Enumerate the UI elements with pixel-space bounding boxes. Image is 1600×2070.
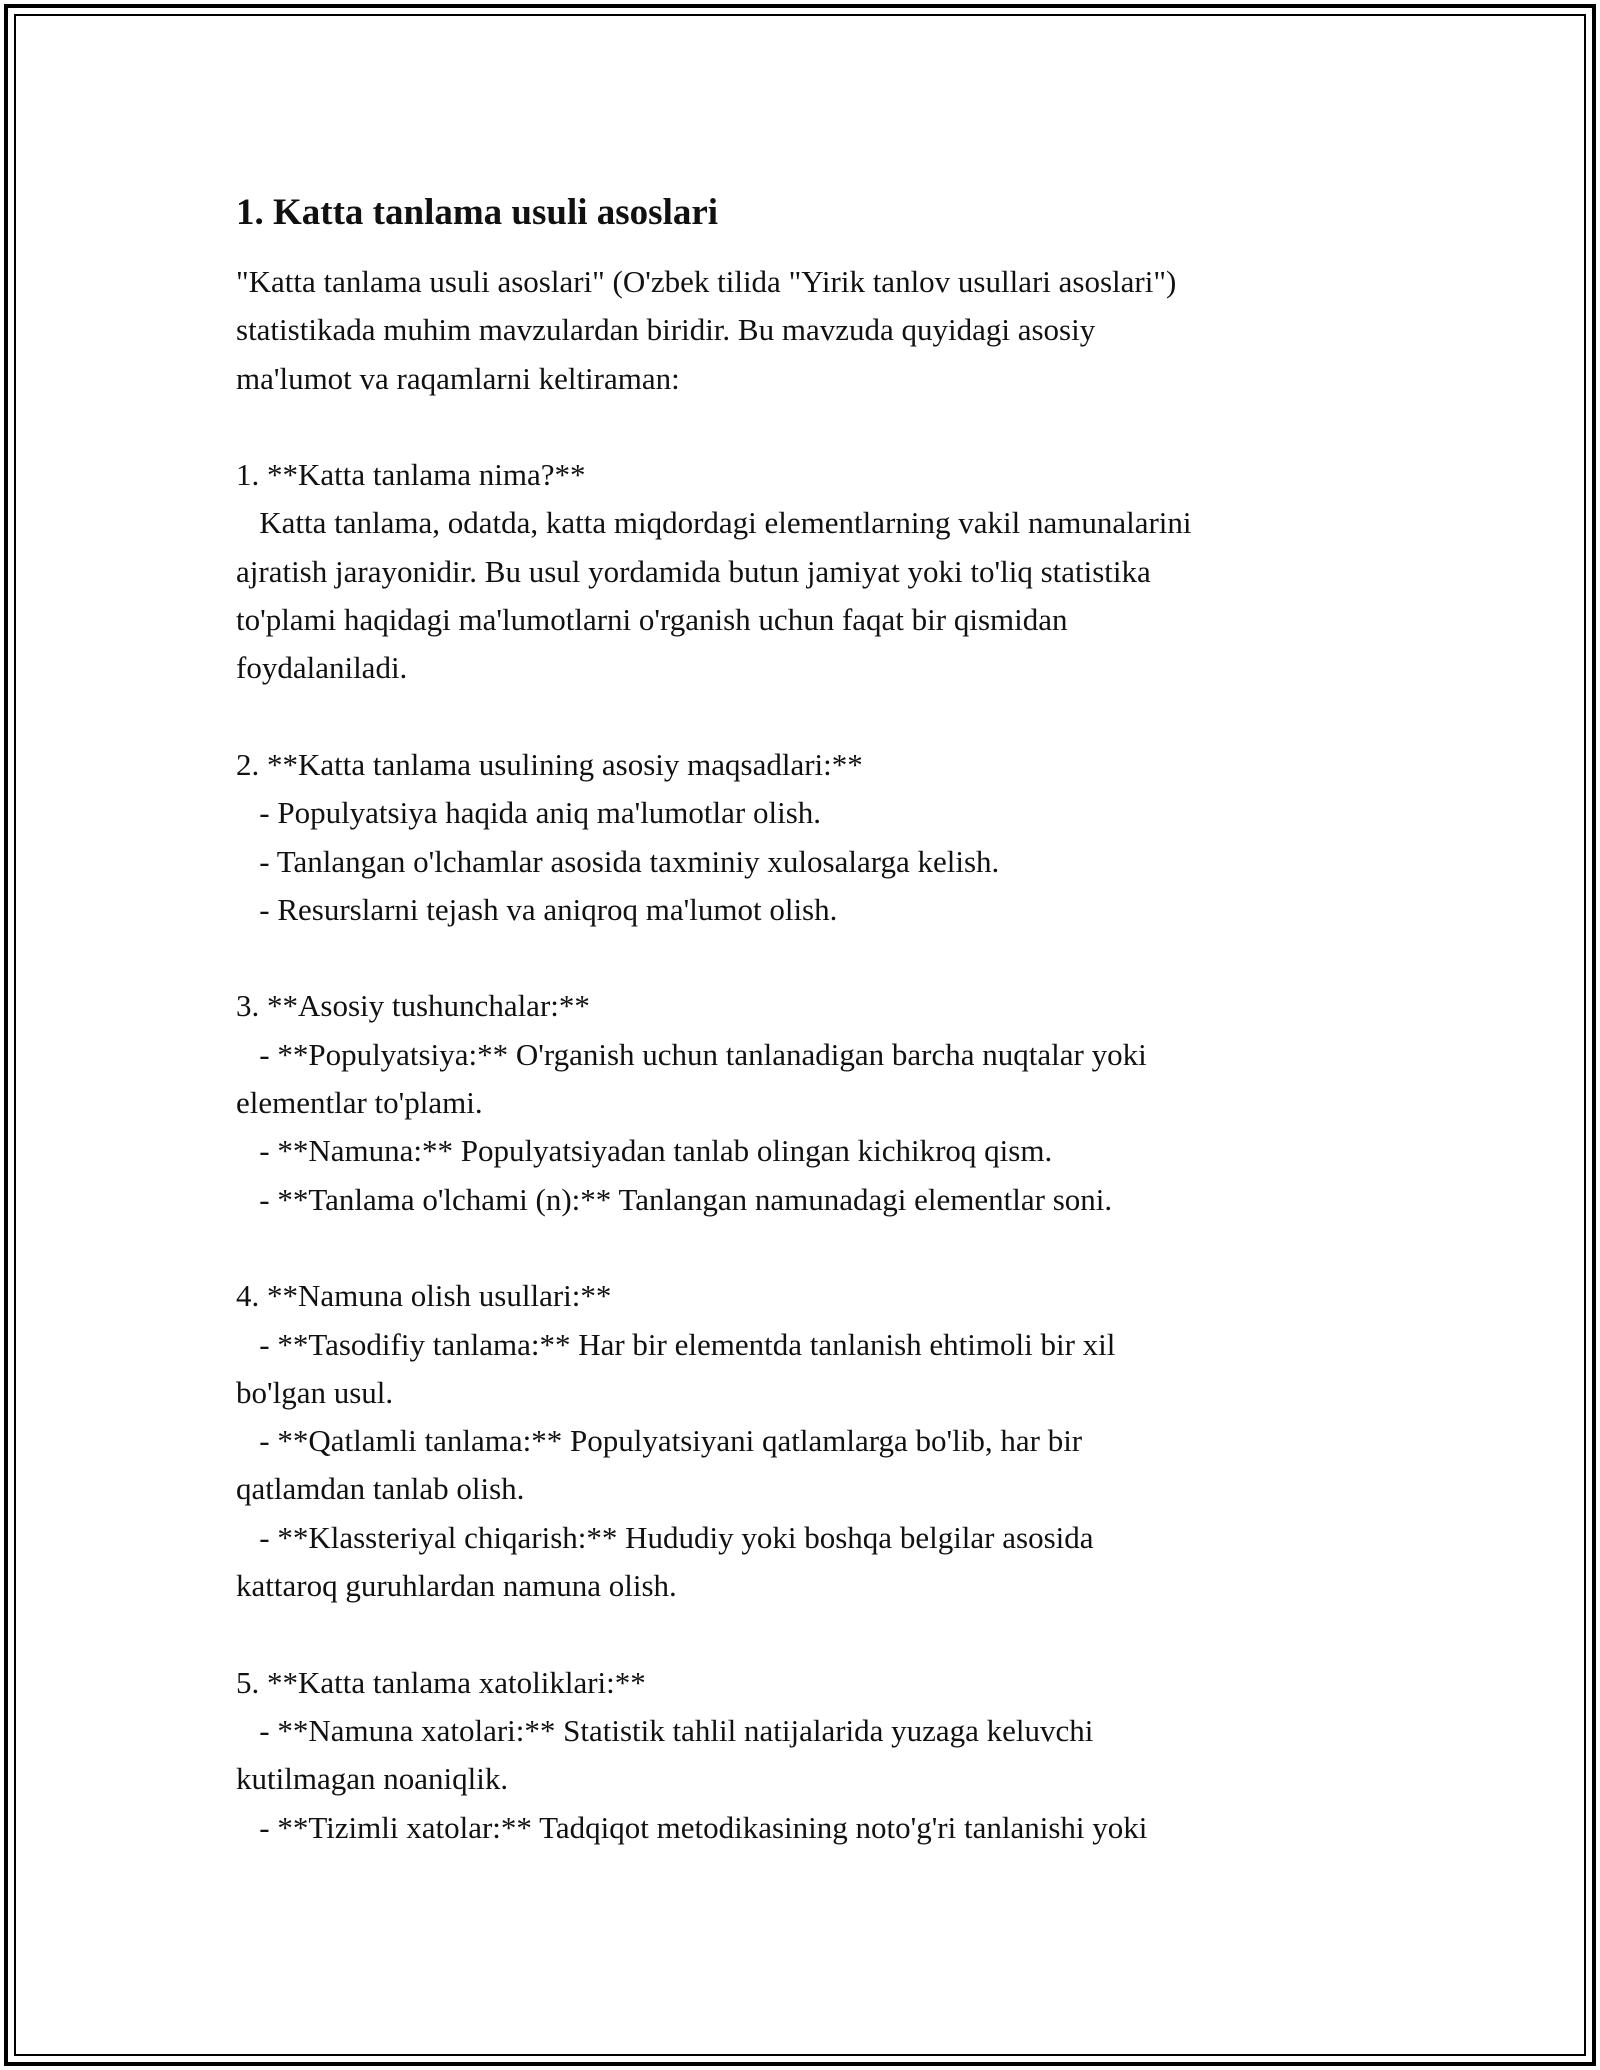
intro-line: statistikada muhim mavzulardan biridir. Bu mavzuda quyidagi asosiy	[236, 312, 1096, 348]
section-heading: 5. **Katta tanlama xatoliklari:**	[236, 1664, 646, 1700]
paragraph-gap	[236, 934, 1416, 982]
section-4	[236, 1272, 1416, 1610]
paragraph-gap	[236, 1610, 1416, 1658]
section-3	[236, 982, 1416, 1223]
paragraph-gap	[236, 693, 1416, 741]
section-line: kattaroq guruhlardan namuna olish.	[236, 1568, 677, 1604]
section-line: - **Namuna:** Populyatsiyadan tanlab olingan kichikroq qism.	[236, 1133, 1053, 1169]
section-line: - **Namuna xatolari:** Statistik tahlil natijalarida yuzaga keluvchi	[236, 1712, 1094, 1748]
section-line: - Resurslarni tejash va aniqroq ma'lumot olish.	[236, 891, 838, 927]
section-line: - Populyatsiya haqida aniq ma'lumotlar olish.	[236, 795, 822, 831]
paragraph-gap	[236, 403, 1416, 451]
section-line: elementlar to'plami.	[236, 1085, 483, 1121]
section-line: foydalaniladi.	[236, 650, 408, 686]
section-5	[236, 1659, 1416, 1852]
section-heading: 2. **Katta tanlama usulining asosiy maqsadlari:**	[236, 746, 863, 782]
document-page	[236, 188, 1416, 1852]
section-line: Katta tanlama, odatda, katta miqdordagi elementlarning vakil namunalarini	[236, 505, 1192, 541]
section-heading: 4. **Namuna olish usullari:**	[236, 1278, 612, 1314]
section-2	[236, 741, 1416, 934]
intro-paragraph	[236, 258, 1416, 403]
section-line: qatlamdan tanlab olish.	[236, 1471, 525, 1507]
section-line: - **Klassteriyal chiqarish:** Hududiy yoki boshqa belgilar asosida	[236, 1519, 1094, 1555]
section-line: kutilmagan noaniqlik.	[236, 1761, 509, 1797]
section-line: bo'lgan usul.	[236, 1374, 394, 1410]
intro-line: ma'lumot va raqamlarni keltiraman:	[236, 360, 680, 396]
section-line: - **Qatlamli tanlama:** Populyatsiyani qatlamlarga bo'lib, har bir	[236, 1423, 1083, 1459]
document-title: 1. Katta tanlama usuli asoslari	[236, 192, 719, 233]
section-line: - **Tizimli xatolar:** Tadqiqot metodikasining noto'g'ri tanlanishi yoki	[236, 1809, 1148, 1845]
section-line: - **Tasodifiy tanlama:** Har bir elementda tanlanish ehtimoli bir xil	[236, 1326, 1116, 1362]
section-heading: 3. **Asosiy tushunchalar:**	[236, 988, 590, 1024]
section-1	[236, 451, 1416, 692]
section-line: - **Populyatsiya:** O'rganish uchun tanlanadigan barcha nuqtalar yoki	[236, 1036, 1147, 1072]
section-line: - **Tanlama o'lchami (n):** Tanlangan namunadagi elementlar soni.	[236, 1181, 1113, 1217]
section-heading: 1. **Katta tanlama nima?**	[236, 457, 586, 493]
intro-line: "Katta tanlama usuli asoslari" (O'zbek tilida "Yirik tanlov usullari asoslari")	[236, 264, 1177, 299]
section-line: ajratish jarayonidir. Bu usul yordamida butun jamiyat yoki to'liq statistika	[236, 553, 1151, 589]
section-line: to'plami haqidagi ma'lumotlarni o'rganish uchun faqat bir qismidan	[236, 602, 1068, 638]
section-line: - Tanlangan o'lchamlar asosida taxminiy xulosalarga kelish.	[236, 843, 1000, 879]
paragraph-gap	[236, 1224, 1416, 1272]
